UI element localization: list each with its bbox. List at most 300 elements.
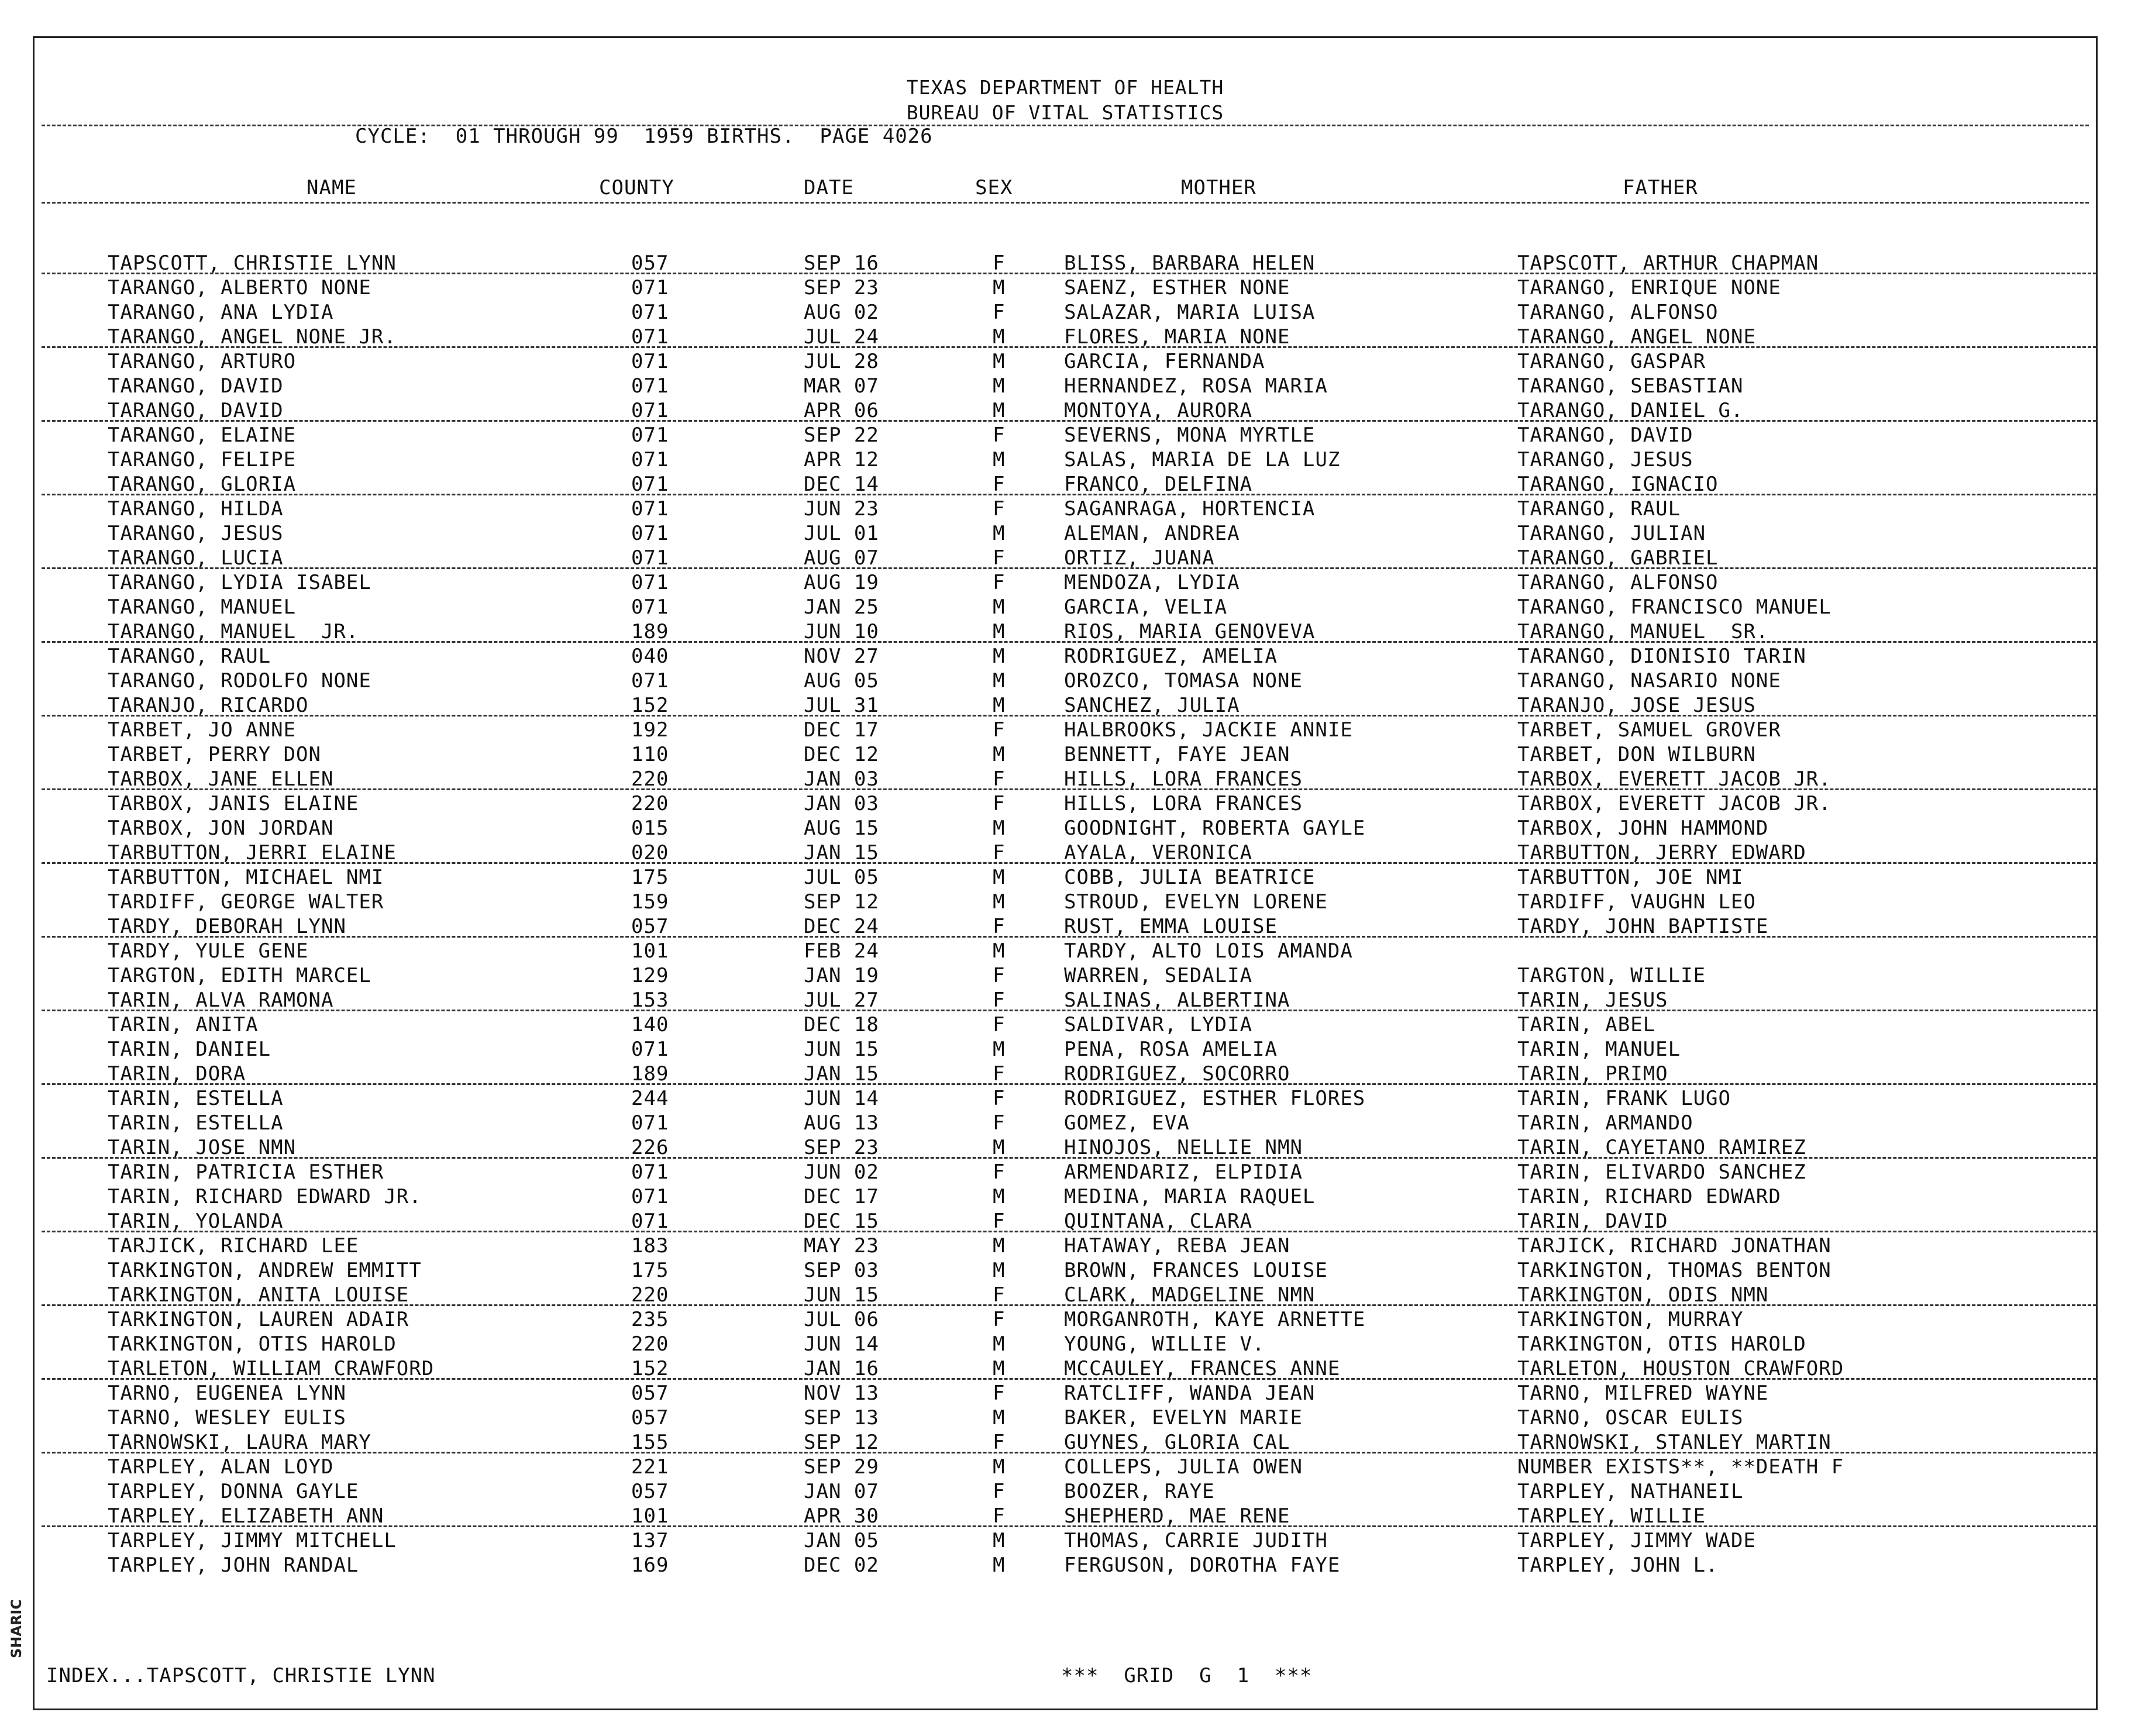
cell-name: TARIN, RICHARD EDWARD JR.	[108, 1185, 422, 1208]
cell-sex: M	[993, 694, 1006, 717]
cell-date: AUG 19	[804, 571, 879, 594]
cell-sex: F	[993, 1504, 1006, 1528]
table-row	[35, 1013, 2096, 1038]
cell-father: TARIN, ARMANDO	[1517, 1111, 1693, 1135]
cell-mother: HERNANDEZ, ROSA MARIA	[1064, 374, 1328, 398]
table-row	[35, 325, 2096, 350]
cell-father: TARBET, DON WILBURN	[1517, 743, 1756, 766]
column-header-father: FATHER	[1623, 176, 1698, 199]
cell-sex: M	[993, 1234, 1006, 1258]
cell-sex: F	[993, 1480, 1006, 1503]
cell-date: JUL 24	[804, 325, 879, 349]
table-row	[35, 988, 2096, 1013]
cell-county: 071	[631, 669, 669, 693]
table-row	[35, 1234, 2096, 1259]
cell-mother: SALINAS, ALBERTINA	[1064, 988, 1290, 1012]
cell-county: 235	[631, 1308, 669, 1331]
cell-sex: F	[993, 252, 1006, 275]
cell-name: TARANGO, ANGEL NONE JR.	[108, 325, 397, 349]
cell-date: AUG 15	[804, 817, 879, 840]
cell-mother: SEVERNS, MONA MYRTLE	[1064, 423, 1316, 447]
cell-name: TARBOX, JON JORDAN	[108, 817, 334, 840]
cell-county: 140	[631, 1013, 669, 1036]
cell-sex: F	[993, 497, 1006, 521]
cell-father: TARNOWSKI, STANLEY MARTIN	[1517, 1431, 1831, 1454]
cell-name: TARIN, ANITA	[108, 1013, 259, 1036]
cell-county: 071	[631, 399, 669, 422]
cell-name: TARANGO, DAVID	[108, 399, 284, 422]
cell-father: TARIN, ELIVARDO SANCHEZ	[1517, 1160, 1806, 1184]
cell-father: TARBOX, JOHN HAMMOND	[1517, 817, 1769, 840]
cell-mother: COBB, JULIA BEATRICE	[1064, 866, 1316, 889]
cell-father: NUMBER EXISTS**, **DEATH F	[1517, 1455, 1844, 1479]
cell-sex: F	[993, 718, 1006, 742]
cell-date: DEC 18	[804, 1013, 879, 1036]
cell-date: JUN 15	[804, 1283, 879, 1307]
cell-father: TARGTON, WILLIE	[1517, 964, 1706, 987]
cell-father: TARIN, ABEL	[1517, 1013, 1656, 1036]
cell-name: TARPLEY, ELIZABETH ANN	[108, 1504, 384, 1528]
cell-sex: M	[993, 1554, 1006, 1577]
cell-name: TARIN, YOLANDA	[108, 1210, 284, 1233]
cell-father: TARIN, RICHARD EDWARD	[1517, 1185, 1781, 1208]
cell-father: TARANGO, DIONISIO TARIN	[1517, 645, 1806, 668]
cell-sex: M	[993, 1332, 1006, 1356]
table-row	[35, 694, 2096, 718]
cell-father: TARIN, JESUS	[1517, 988, 1668, 1012]
cell-sex: F	[993, 1087, 1006, 1110]
cell-name: TARANGO, ARTURO	[108, 350, 297, 373]
cell-father: TARANGO, GABRIEL	[1517, 546, 1719, 570]
cell-father: TARBET, SAMUEL GROVER	[1517, 718, 1781, 742]
cell-date: DEC 17	[804, 718, 879, 742]
cell-county: 159	[631, 890, 669, 914]
cell-sex: M	[993, 1455, 1006, 1479]
cell-date: JUL 28	[804, 350, 879, 373]
cell-date: NOV 27	[804, 645, 879, 668]
cell-mother: THOMAS, CARRIE JUDITH	[1064, 1529, 1328, 1552]
cell-mother: MENDOZA, LYDIA	[1064, 571, 1240, 594]
cell-father: TARKINGTON, THOMAS BENTON	[1517, 1259, 1831, 1282]
cell-date: DEC 24	[804, 915, 879, 938]
cell-name: TARKINGTON, ANDREW EMMITT	[108, 1259, 422, 1282]
cell-sex: M	[993, 866, 1006, 889]
cell-date: JUN 15	[804, 1038, 879, 1061]
table-row	[35, 1160, 2096, 1185]
cell-county: 192	[631, 718, 669, 742]
cell-name: TARANJO, RICARDO	[108, 694, 309, 717]
cell-name: TARANGO, RAUL	[108, 645, 271, 668]
cell-county: 071	[631, 374, 669, 398]
cell-mother: FRANCO, DELFINA	[1064, 473, 1253, 496]
table-row	[35, 1554, 2096, 1578]
cell-sex: M	[993, 350, 1006, 373]
table-row	[35, 743, 2096, 767]
cell-name: TARANGO, JESUS	[108, 522, 284, 545]
cell-father: TARANGO, ALFONSO	[1517, 571, 1719, 594]
cell-county: 226	[631, 1136, 669, 1159]
cell-sex: F	[993, 988, 1006, 1012]
table-row	[35, 1480, 2096, 1504]
table-row	[35, 571, 2096, 595]
cell-county: 071	[631, 1210, 669, 1233]
cell-mother: RUST, EMMA LOUISE	[1064, 915, 1278, 938]
cell-sex: F	[993, 473, 1006, 496]
cell-sex: F	[993, 915, 1006, 938]
cell-county: 057	[631, 1382, 669, 1405]
cell-father: TARPLEY, JOHN L.	[1517, 1554, 1719, 1577]
cell-father: TARIN, DAVID	[1517, 1210, 1668, 1233]
cell-sex: M	[993, 595, 1006, 619]
cell-sex: M	[993, 399, 1006, 422]
table-row	[35, 1062, 2096, 1087]
cell-date: DEC 14	[804, 473, 879, 496]
cell-date: JAN 15	[804, 841, 879, 864]
table-row	[35, 792, 2096, 817]
cell-mother: FLORES, MARIA NONE	[1064, 325, 1290, 349]
cell-county: 152	[631, 1357, 669, 1380]
cell-father: TARANJO, JOSE JESUS	[1517, 694, 1756, 717]
cell-sex: F	[993, 1210, 1006, 1233]
cell-sex: F	[993, 792, 1006, 815]
cell-father: TARNO, MILFRED WAYNE	[1517, 1382, 1769, 1405]
cell-county: 175	[631, 866, 669, 889]
cell-mother: SAENZ, ESTHER NONE	[1064, 276, 1290, 299]
cell-date: AUG 13	[804, 1111, 879, 1135]
cell-name: TARANGO, DAVID	[108, 374, 284, 398]
cell-county: 020	[631, 841, 669, 864]
cell-sex: F	[993, 1111, 1006, 1135]
cell-date: DEC 15	[804, 1210, 879, 1233]
cell-name: TARBOX, JANE ELLEN	[108, 767, 334, 791]
cell-county: 071	[631, 423, 669, 447]
cell-name: TARBOX, JANIS ELAINE	[108, 792, 359, 815]
table-row	[35, 497, 2096, 522]
cell-date: JUN 02	[804, 1160, 879, 1184]
cell-name: TARPLEY, ALAN LOYD	[108, 1455, 334, 1479]
cell-mother: BLISS, BARBARA HELEN	[1064, 252, 1316, 275]
cell-father: TARLETON, HOUSTON CRAWFORD	[1517, 1357, 1844, 1380]
cell-county: 183	[631, 1234, 669, 1258]
table-row	[35, 1185, 2096, 1210]
cell-father: TARBOX, EVERETT JACOB JR.	[1517, 767, 1831, 791]
cell-father: TARANGO, MANUEL SR.	[1517, 620, 1769, 643]
cell-county: 071	[631, 276, 669, 299]
cell-sex: F	[993, 423, 1006, 447]
cell-mother: RODRIGUEZ, AMELIA	[1064, 645, 1278, 668]
cell-mother: QUINTANA, CLARA	[1064, 1210, 1253, 1233]
cell-date: JUL 01	[804, 522, 879, 545]
cell-mother: HALBROOKS, JACKIE ANNIE	[1064, 718, 1353, 742]
cell-father: TARIN, FRANK LUGO	[1517, 1087, 1731, 1110]
cell-name: TARIN, ESTELLA	[108, 1111, 284, 1135]
cell-date: SEP 29	[804, 1455, 879, 1479]
cell-mother: HILLS, LORA FRANCES	[1064, 792, 1303, 815]
cell-name: TARNO, EUGENEA LYNN	[108, 1382, 346, 1405]
table-row	[35, 1111, 2096, 1136]
cell-name: TARANGO, ELAINE	[108, 423, 297, 447]
cell-sex: F	[993, 841, 1006, 864]
cell-name: TARGTON, EDITH MARCEL	[108, 964, 371, 987]
cell-date: SEP 23	[804, 1136, 879, 1159]
cell-sex: F	[993, 546, 1006, 570]
table-row	[35, 645, 2096, 669]
table-row	[35, 915, 2096, 939]
table-row	[35, 767, 2096, 792]
table-row	[35, 669, 2096, 694]
cell-sex: M	[993, 669, 1006, 693]
cell-name: TARANGO, ANA LYDIA	[108, 301, 334, 324]
cycle-line: CYCLE: 01 THROUGH 99 1959 BIRTHS. PAGE 4026	[355, 125, 933, 148]
cell-county: 169	[631, 1554, 669, 1577]
table-row	[35, 964, 2096, 988]
cell-date: SEP 03	[804, 1259, 879, 1282]
cell-date: JUL 27	[804, 988, 879, 1012]
table-row	[35, 1504, 2096, 1529]
cell-father: TARNO, OSCAR EULIS	[1517, 1406, 1744, 1430]
cell-sex: F	[993, 1062, 1006, 1086]
table-row	[35, 1332, 2096, 1357]
cell-county: 152	[631, 694, 669, 717]
cell-county: 071	[631, 325, 669, 349]
cell-sex: M	[993, 1529, 1006, 1552]
table-row	[35, 546, 2096, 571]
cell-date: JAN 19	[804, 964, 879, 987]
cell-name: TARDY, YULE GENE	[108, 939, 309, 963]
cell-name: TARPLEY, DONNA GAYLE	[108, 1480, 359, 1503]
table-row	[35, 1308, 2096, 1332]
cell-date: APR 12	[804, 448, 879, 471]
cell-father: TARANGO, DAVID	[1517, 423, 1693, 447]
cell-name: TARBET, JO ANNE	[108, 718, 297, 742]
cell-sex: M	[993, 522, 1006, 545]
cell-name: TARNOWSKI, LAURA MARY	[108, 1431, 371, 1454]
cell-mother: STROUD, EVELYN LORENE	[1064, 890, 1328, 914]
table-row	[35, 1529, 2096, 1554]
cell-county: 175	[631, 1259, 669, 1282]
cell-father: TARDIFF, VAUGHN LEO	[1517, 890, 1756, 914]
table-row	[35, 423, 2096, 448]
cell-father: TARPLEY, NATHANEIL	[1517, 1480, 1744, 1503]
cell-date: MAR 07	[804, 374, 879, 398]
table-row	[35, 1382, 2096, 1406]
table-row	[35, 374, 2096, 399]
cell-county: 071	[631, 546, 669, 570]
cell-sex: F	[993, 1431, 1006, 1454]
cell-county: 220	[631, 792, 669, 815]
table-row	[35, 866, 2096, 890]
cell-county: 071	[631, 448, 669, 471]
cell-sex: F	[993, 1013, 1006, 1036]
cell-date: JAN 15	[804, 1062, 879, 1086]
cell-father: TARKINGTON, OTIS HAROLD	[1517, 1332, 1806, 1356]
cell-date: JAN 16	[804, 1357, 879, 1380]
cell-sex: M	[993, 890, 1006, 914]
cell-date: JAN 07	[804, 1480, 879, 1503]
cell-county: 155	[631, 1431, 669, 1454]
cell-date: APR 06	[804, 399, 879, 422]
cell-name: TARBUTTON, JERRI ELAINE	[108, 841, 397, 864]
cell-mother: SAGANRAGA, HORTENCIA	[1064, 497, 1316, 521]
column-header-date: DATE	[804, 176, 854, 199]
cell-mother: FERGUSON, DOROTHA FAYE	[1064, 1554, 1341, 1577]
cell-mother: RIOS, MARIA GENOVEVA	[1064, 620, 1316, 643]
cell-date: AUG 05	[804, 669, 879, 693]
cell-county: 071	[631, 1111, 669, 1135]
cell-father: TARKINGTON, ODIS NMN	[1517, 1283, 1769, 1307]
cell-date: JAN 25	[804, 595, 879, 619]
column-header-county: COUNTY	[599, 176, 674, 199]
cell-mother: RODRIGUEZ, SOCORRO	[1064, 1062, 1290, 1086]
column-header-name: NAME	[307, 176, 357, 199]
cell-mother: YOUNG, WILLIE V.	[1064, 1332, 1265, 1356]
cell-sex: M	[993, 1357, 1006, 1380]
cell-father: TARANGO, FRANCISCO MANUEL	[1517, 595, 1831, 619]
cell-mother: CLARK, MADGELINE NMN	[1064, 1283, 1316, 1307]
table-row	[35, 718, 2096, 743]
cell-name: TAPSCOTT, CHRISTIE LYNN	[108, 252, 397, 275]
cell-sex: F	[993, 1382, 1006, 1405]
cell-date: DEC 02	[804, 1554, 879, 1577]
cell-name: TARANGO, ALBERTO NONE	[108, 276, 371, 299]
printout-frame	[33, 36, 2098, 1710]
cell-date: FEB 24	[804, 939, 879, 963]
cell-name: TARANGO, HILDA	[108, 497, 284, 521]
cell-date: JAN 03	[804, 792, 879, 815]
cell-date: JUN 23	[804, 497, 879, 521]
cell-date: APR 30	[804, 1504, 879, 1528]
cell-father: TARJICK, RICHARD JONATHAN	[1517, 1234, 1831, 1258]
table-row	[35, 522, 2096, 546]
cell-name: TARNO, WESLEY EULIS	[108, 1406, 346, 1430]
cell-sex: M	[993, 325, 1006, 349]
cell-father: TARBOX, EVERETT JACOB JR.	[1517, 792, 1831, 815]
cell-county: 221	[631, 1455, 669, 1479]
cell-sex: M	[993, 645, 1006, 668]
cell-name: TARANGO, FELIPE	[108, 448, 297, 471]
cell-mother: GUYNES, GLORIA CAL	[1064, 1431, 1290, 1454]
table-row	[35, 890, 2096, 915]
cell-date: JAN 05	[804, 1529, 879, 1552]
cell-name: TARANGO, RODOLFO NONE	[108, 669, 371, 693]
cell-father: TARKINGTON, MURRAY	[1517, 1308, 1744, 1331]
cell-county: 220	[631, 1283, 669, 1307]
cell-county: 071	[631, 301, 669, 324]
bureau-title: BUREAU OF VITAL STATISTICS	[906, 101, 1224, 124]
cell-father: TARANGO, IGNACIO	[1517, 473, 1719, 496]
cell-date: SEP 13	[804, 1406, 879, 1430]
cell-sex: M	[993, 620, 1006, 643]
cell-name: TARPLEY, JIMMY MITCHELL	[108, 1529, 397, 1552]
cell-date: MAY 23	[804, 1234, 879, 1258]
column-header-mother: MOTHER	[1181, 176, 1256, 199]
cell-county: 189	[631, 620, 669, 643]
cell-county: 071	[631, 1185, 669, 1208]
cell-county: 071	[631, 571, 669, 594]
cell-father: TARANGO, RAUL	[1517, 497, 1681, 521]
cell-name: TARLETON, WILLIAM CRAWFORD	[108, 1357, 435, 1380]
cell-county: 057	[631, 1406, 669, 1430]
cell-name: TARKINGTON, LAUREN ADAIR	[108, 1308, 409, 1331]
cell-sex: F	[993, 301, 1006, 324]
cell-sex: M	[993, 276, 1006, 299]
cell-mother: ALEMAN, ANDREA	[1064, 522, 1240, 545]
cell-sex: F	[993, 1160, 1006, 1184]
cell-county: 071	[631, 1160, 669, 1184]
cell-father: TARBUTTON, JOE NMI	[1517, 866, 1744, 889]
cell-date: AUG 02	[804, 301, 879, 324]
cell-name: TARANGO, LUCIA	[108, 546, 284, 570]
department-title: TEXAS DEPARTMENT OF HEALTH	[906, 76, 1224, 99]
table-row	[35, 1087, 2096, 1111]
cell-county: 071	[631, 595, 669, 619]
cell-mother: SHEPHERD, MAE RENE	[1064, 1504, 1290, 1528]
cell-mother: PENA, ROSA AMELIA	[1064, 1038, 1278, 1061]
cell-name: TARIN, DANIEL	[108, 1038, 271, 1061]
cell-father: TARANGO, JULIAN	[1517, 522, 1706, 545]
table-row	[35, 473, 2096, 497]
cell-mother: SALAS, MARIA DE LA LUZ	[1064, 448, 1341, 471]
cell-date: JUN 14	[804, 1332, 879, 1356]
cell-name: TARIN, PATRICIA ESTHER	[108, 1160, 384, 1184]
cell-mother: BOOZER, RAYE	[1064, 1480, 1215, 1503]
cell-mother: SALAZAR, MARIA LUISA	[1064, 301, 1316, 324]
cell-name: TARJICK, RICHARD LEE	[108, 1234, 359, 1258]
cell-mother: ORTIZ, JUANA	[1064, 546, 1215, 570]
cell-father: TARIN, PRIMO	[1517, 1062, 1668, 1086]
cell-county: 040	[631, 645, 669, 668]
column-header-divider	[42, 202, 2089, 204]
cell-county: 110	[631, 743, 669, 766]
cell-county: 220	[631, 1332, 669, 1356]
cell-mother: BENNETT, FAYE JEAN	[1064, 743, 1290, 766]
table-row	[35, 1136, 2096, 1160]
table-row	[35, 817, 2096, 841]
table-row	[35, 1431, 2096, 1455]
cell-father: TARANGO, SEBASTIAN	[1517, 374, 1744, 398]
cell-date: SEP 23	[804, 276, 879, 299]
table-row	[35, 1357, 2096, 1382]
table-row	[35, 620, 2096, 645]
table-row	[35, 252, 2096, 276]
table-row	[35, 1038, 2096, 1062]
footer-grid: *** GRID G 1 ***	[1061, 1664, 1313, 1687]
cell-county: 057	[631, 1480, 669, 1503]
cell-father: TARANGO, ALFONSO	[1517, 301, 1719, 324]
cell-father: TARPLEY, WILLIE	[1517, 1504, 1706, 1528]
cell-mother: GOODNIGHT, ROBERTA GAYLE	[1064, 817, 1366, 840]
cell-date: JUN 10	[804, 620, 879, 643]
cell-father: TARANGO, JESUS	[1517, 448, 1693, 471]
cell-mother: GARCIA, VELIA	[1064, 595, 1228, 619]
cell-name: TARKINGTON, OTIS HAROLD	[108, 1332, 397, 1356]
cell-mother: HILLS, LORA FRANCES	[1064, 767, 1303, 791]
cell-name: TARANGO, MANUEL JR.	[108, 620, 359, 643]
cell-mother: BAKER, EVELYN MARIE	[1064, 1406, 1303, 1430]
cell-sex: M	[993, 1406, 1006, 1430]
cell-mother: MCCAULEY, FRANCES ANNE	[1064, 1357, 1341, 1380]
cell-date: DEC 12	[804, 743, 879, 766]
cell-father: TARIN, MANUEL	[1517, 1038, 1681, 1061]
footer-index: INDEX...TAPSCOTT, CHRISTIE LYNN	[46, 1664, 436, 1687]
cell-mother: RATCLIFF, WANDA JEAN	[1064, 1382, 1316, 1405]
cell-date: SEP 12	[804, 890, 879, 914]
cell-date: NOV 13	[804, 1382, 879, 1405]
cell-mother: COLLEPS, JULIA OWEN	[1064, 1455, 1303, 1479]
cell-sex: M	[993, 448, 1006, 471]
table-row	[35, 841, 2096, 866]
cell-sex: F	[993, 571, 1006, 594]
